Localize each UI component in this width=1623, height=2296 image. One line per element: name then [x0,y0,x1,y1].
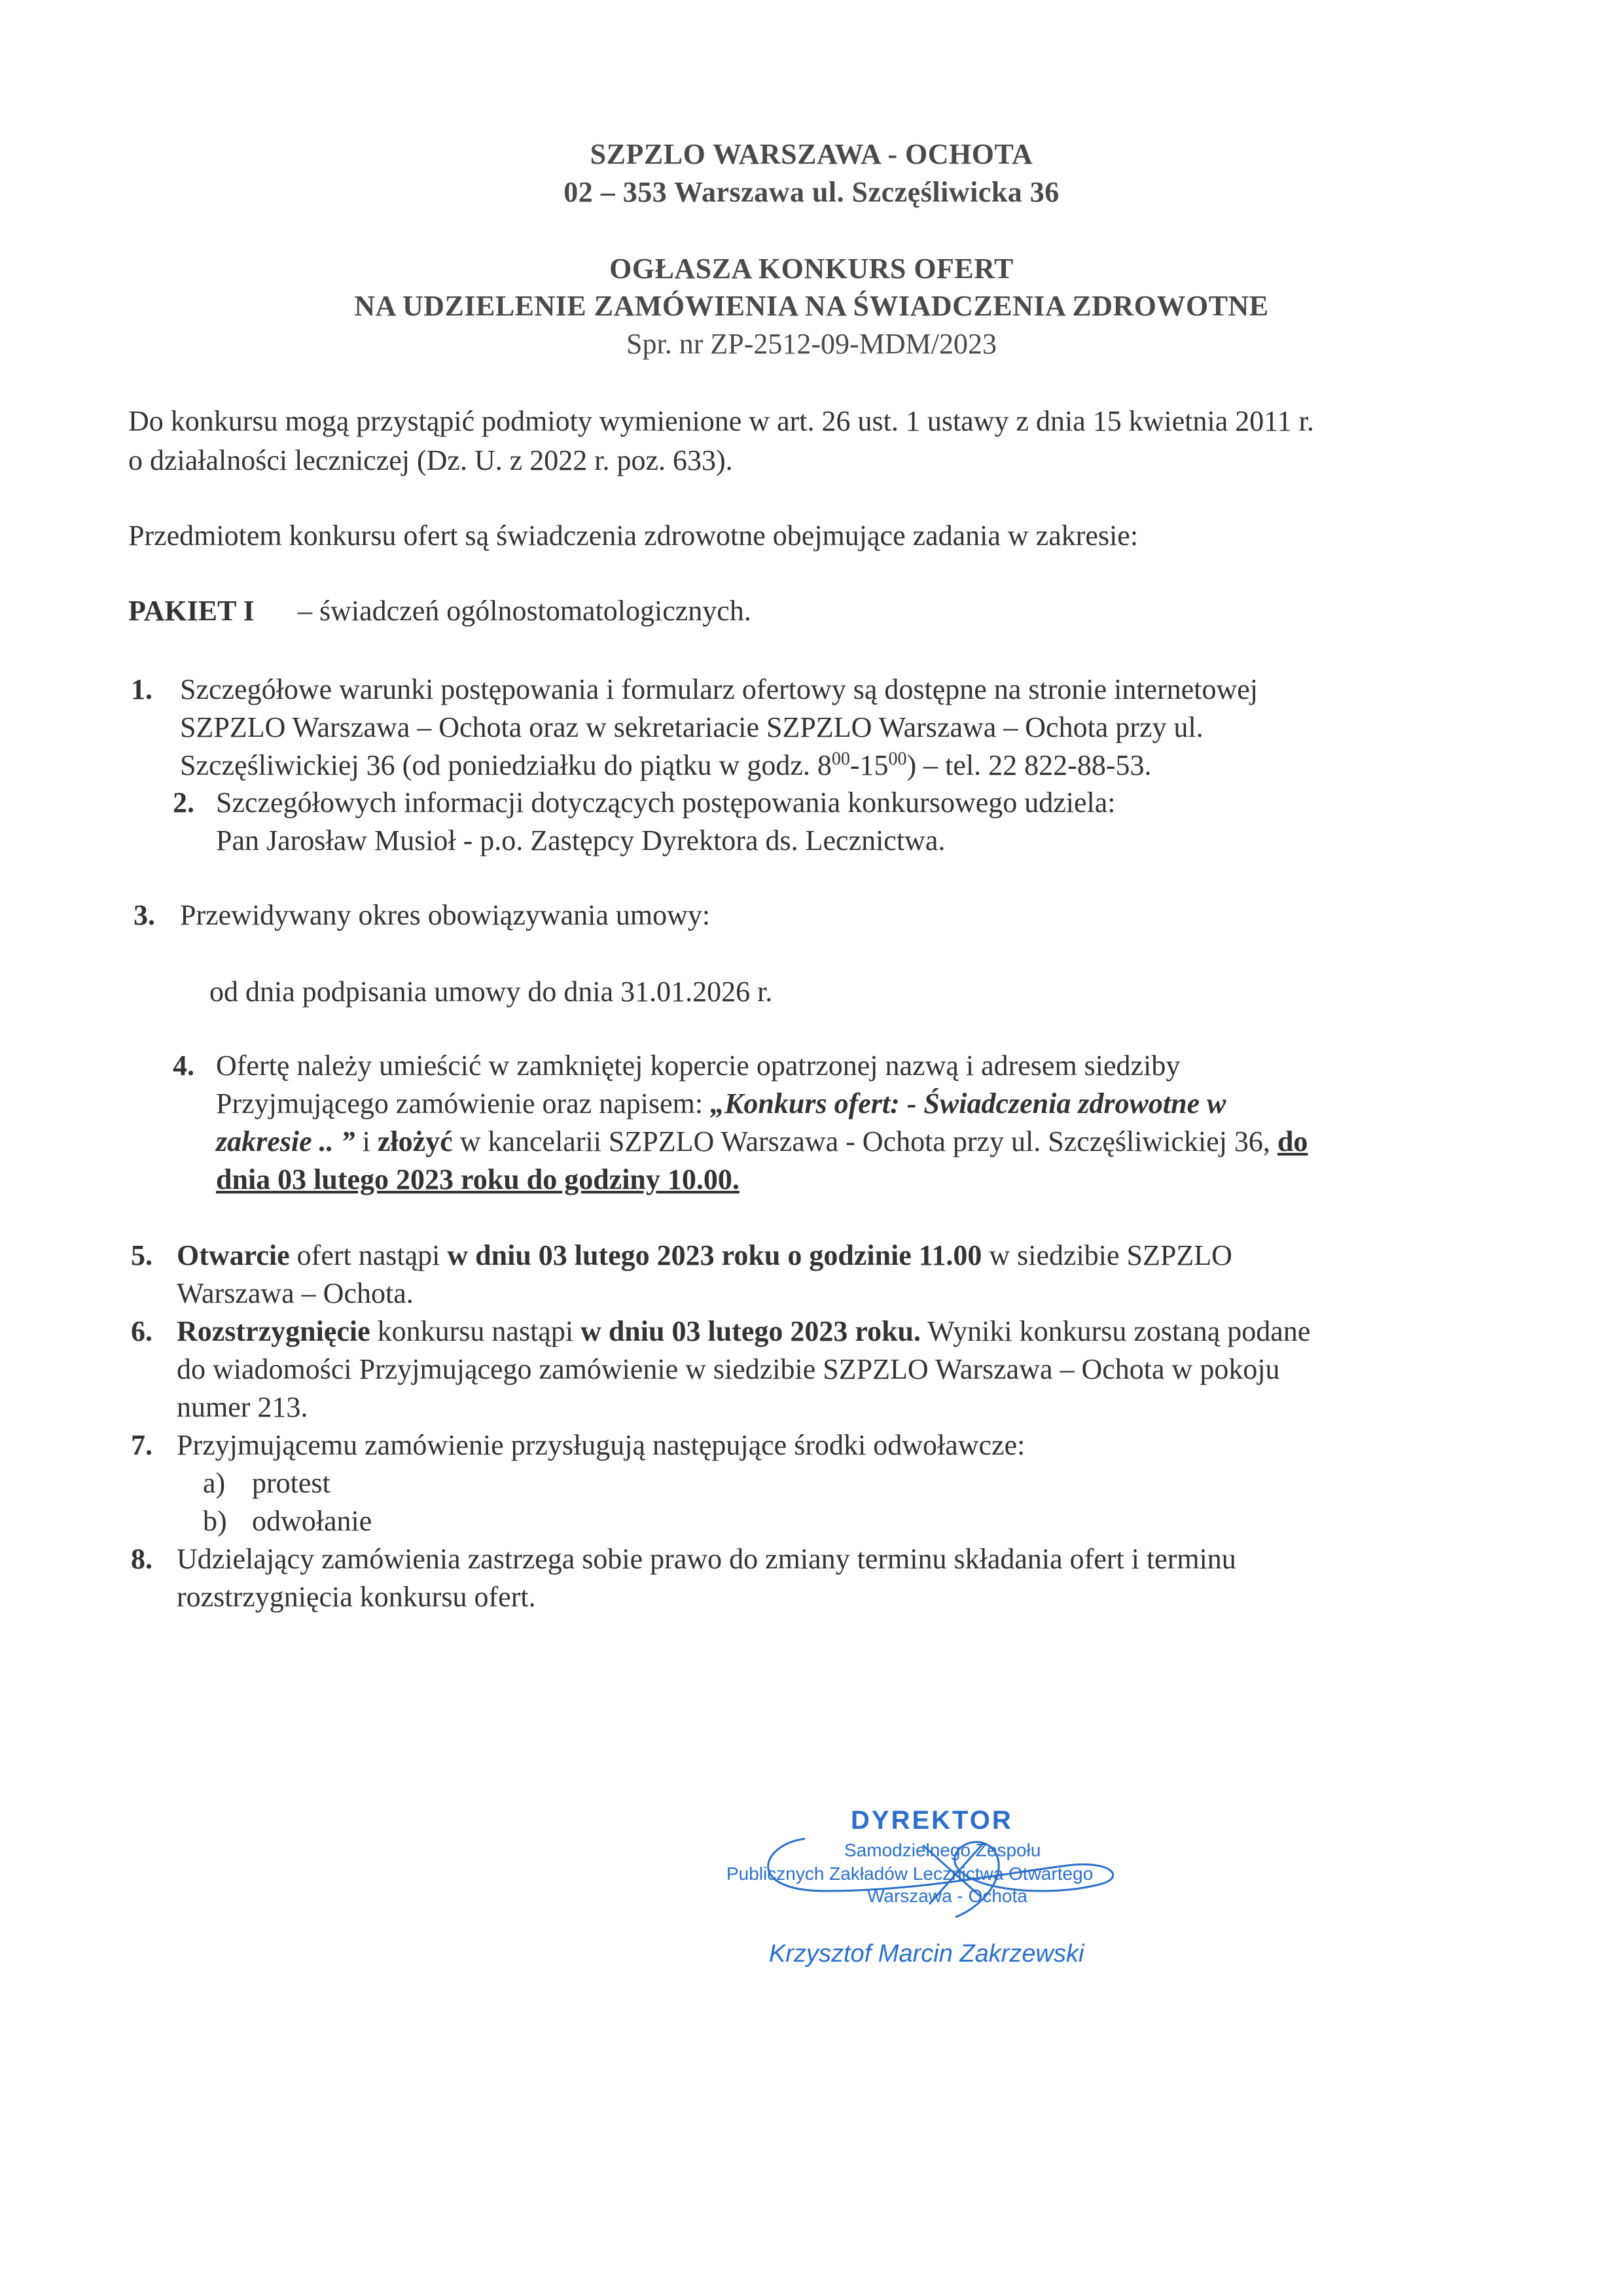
stamp-line-2: Publicznych Zakładów Lecznictwa Otwartego [726,1863,1094,1884]
item-3-number: 3. [134,899,155,931]
item-1-number: 1. [131,673,152,705]
org-name: SZPZLO WARSZAWA - OCHOTA [590,138,1033,170]
item-7-a-label: a) [203,1467,226,1499]
director-stamp [707,1793,1191,1989]
pakiet-label: PAKIET I [128,595,255,627]
item-6-line-2: do wiadomości Przyjmującego zamówienie w siedzibie SZPZLO Warszawa – Ochota w pokoju [177,1353,1280,1385]
item-5-number: 5. [131,1239,152,1271]
announcement-subtitle: NA UDZIELENIE ZAMÓWIENIA NA ŚWIADCZENIA ZDROWOTNE [354,290,1269,322]
item-2-number: 2. [173,786,194,819]
item-5-line-1: Otwarcie ofert nastąpi w dniu 03 lutego 2023 roku o godzinie 11.00 w siedzibie SZPZLO [177,1239,1232,1271]
item-3-line-1: Przewidywany okres obowiązywania umowy: [180,899,711,931]
signatory-name: Krzysztof Marcin Zakrzewski [769,1940,1084,1968]
item-8-line-1: Udzielający zamówienia zastrzega sobie prawo do zmiany terminu składania ofert i terminu [177,1543,1236,1575]
item-6-line-3: numer 213. [177,1391,308,1423]
item-3-line-2: od dnia podpisania umowy do dnia 31.01.2026 r. [209,976,773,1008]
item-7-b-label: b) [203,1505,227,1537]
item-4-line-3: zakresie .. ” i złożyć w kancelarii SZPZLO Warszawa - Ochota przy ul. Szczęśliwickiej 36, do [216,1125,1308,1157]
item-1-line-2: SZPZLO Warszawa – Ochota oraz w sekretariacie SZPZLO Warszawa – Ochota przy ul. [180,711,1204,743]
item-1-line-1: Szczegółowe warunki postępowania i formularz ofertowy są dostępne na stronie internetowej [180,673,1258,705]
case-number: Spr. nr ZP-2512-09-MDM/2023 [626,328,997,360]
item-7-line-1: Przyjmującemu zamówienie przysługują następujące środki odwoławcze: [177,1429,1026,1461]
item-7-a-text: protest [252,1467,330,1499]
org-address: 02 – 353 Warszawa ul. Szczęśliwicka 36 [563,176,1060,208]
item-4-number: 4. [173,1050,194,1082]
stamp-line-3: Warszawa - Ochota [867,1886,1027,1906]
intro-line-1: Do konkursu mogą przystąpić podmioty wymienione w art. 26 ust. 1 ustawy z dnia 15 kwietnia 2011 r. [128,405,1314,437]
item-7-number: 7. [131,1429,152,1461]
item-8-line-2: rozstrzygnięcia konkursu ofert. [177,1581,536,1613]
stamp-line-1: Samodzielnego Zespołu [844,1840,1041,1860]
item-6-line-1: Rozstrzygnięcie konkursu nastąpi w dniu 03 lutego 2023 roku. Wyniki konkursu zostaną podane [177,1315,1311,1347]
item-6-number: 6. [131,1315,152,1347]
item-5-line-2: Warszawa – Ochota. [177,1277,414,1309]
item-1-line-3: Szczęśliwickiej 36 (od poniedziałku do piątku w godz. $8^{00}-15^{00}$) – tel. 22 822-88-53. [180,749,1152,781]
pakiet-text: – świadczeń ogólnostomatologicznych. [298,595,751,627]
item-7-b-text: odwołanie [252,1505,372,1537]
item-4-line-1: Ofertę należy umieścić w zamkniętej kopercie opatrzonej nazwą i adresem siedziby [216,1050,1181,1082]
subject-line: Przedmiotem konkursu ofert są świadczenia zdrowotne obejmujące zadania w zakresie: [128,520,1139,552]
announcement-title: OGŁASZA KONKURS OFERT [609,253,1014,285]
item-4-deadline: dnia 03 lutego 2023 roku do godziny 10.00. [216,1163,740,1195]
item-2-line-1: Szczegółowych informacji dotyczących postępowania konkursowego udziela: [216,786,1116,819]
item-4-line-2: Przyjmującego zamówienie oraz napisem: „Konkurs ofert: - Świadczenia zdrowotne w [216,1087,1226,1120]
stamp-title: DYREKTOR [851,1806,1013,1835]
item-8-number: 8. [131,1543,152,1575]
item-2-line-2: Pan Jarosław Musioł - p.o. Zastępcy Dyrektora ds. Lecznictwa. [216,824,946,857]
intro-line-2: o działalności leczniczej (Dz. U. z 2022 r. poz. 633). [128,444,733,476]
